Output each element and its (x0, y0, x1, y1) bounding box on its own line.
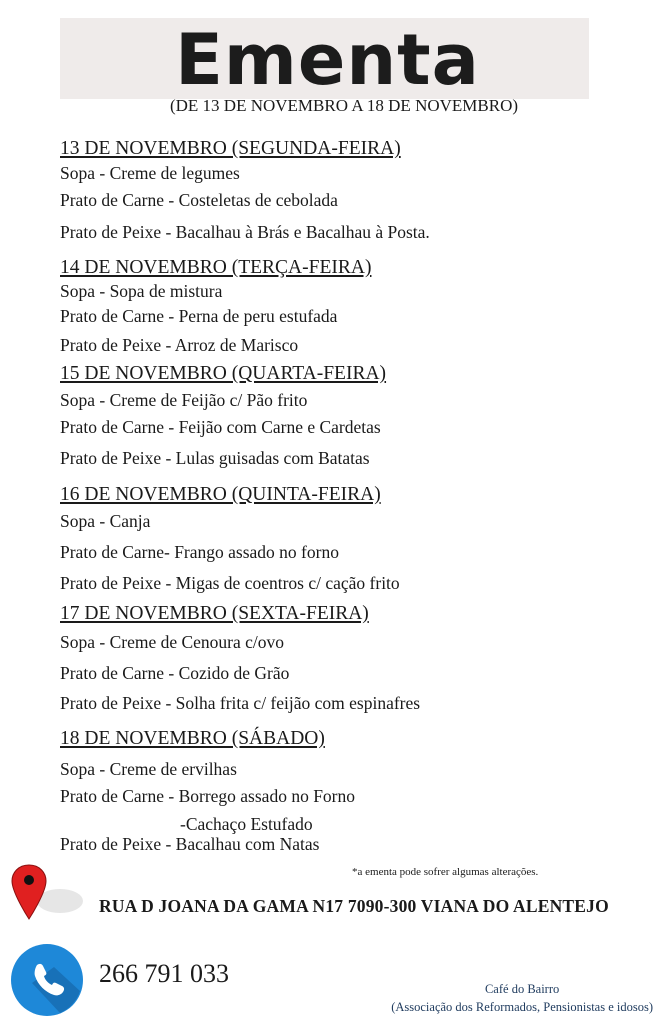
menu-item: Sopa - Sopa de mistura (60, 281, 223, 301)
day-heading: 13 DE NOVEMBRO (SEGUNDA-FEIRA) (60, 138, 401, 159)
disclaimer-note: *a ementa pode sofrer algumas alterações. (352, 866, 539, 878)
day-heading: 14 DE NOVEMBRO (TERÇA-FEIRA) (60, 257, 372, 278)
day-heading: 16 DE NOVEMBRO (QUINTA-FEIRA) (60, 484, 381, 505)
menu-item: Prato de Peixe - Lulas guisadas com Batatas (60, 448, 370, 468)
phone-number: 266 791 033 (99, 959, 229, 988)
menu-item: Prato de Carne - Perna de peru estufada (60, 306, 338, 326)
menu-item: Sopa - Creme de ervilhas (60, 759, 237, 779)
day-heading: 15 DE NOVEMBRO (QUARTA-FEIRA) (60, 363, 387, 384)
map-pin-icon (10, 863, 85, 923)
phone-icon (10, 943, 84, 1017)
menu-item: Sopa - Creme de Feijão c/ Pão frito (60, 390, 308, 410)
day-heading: 18 DE NOVEMBRO (SÁBADO) (60, 728, 325, 749)
menu-item: Prato de Carne - Borrego assado no Forno (60, 786, 356, 806)
menu-item: Sopa - Creme de Cenoura c/ovo (60, 632, 285, 652)
menu-item: Prato de Peixe - Arroz de Marisco (60, 335, 299, 355)
menu-item: Prato de Carne - Costeletas de cebolada (60, 190, 338, 210)
address: RUA D JOANA DA GAMA N17 7090-300 VIANA DO ALENTEJO (99, 896, 609, 916)
menu-item: Prato de Carne - Feijão com Carne e Cardetas (60, 417, 381, 437)
organization (391, 980, 653, 1016)
menu-item: Prato de Peixe - Bacalhau à Brás e Bacalhau à Posta. (60, 222, 430, 242)
menu-item: -Cachaço Estufado (180, 814, 313, 834)
date-range-subtitle: (DE 13 DE NOVEMBRO A 18 DE NOVEMBRO) (169, 96, 519, 115)
day-heading: 17 DE NOVEMBRO (SEXTA-FEIRA) (60, 603, 369, 624)
page-title: Ementa (175, 19, 480, 101)
menu-item: Prato de Peixe - Solha frita c/ feijão com espinafres (60, 693, 421, 713)
organization-description: (Associação dos Reformados, Pensionistas e idosos) (391, 1000, 653, 1014)
menu-item: Prato de Peixe - Migas de coentros c/ cação frito (60, 573, 400, 593)
menu-item: Sopa - Creme de legumes (60, 163, 240, 183)
menu-item: Prato de Peixe - Bacalhau com Natas (60, 834, 320, 854)
menu-item: Sopa - Canja (60, 511, 151, 531)
menu-item: Prato de Carne- Frango assado no forno (60, 542, 339, 562)
menu-item: Prato de Carne - Cozido de Grão (60, 663, 290, 683)
organization-name: Café do Bairro (484, 982, 560, 996)
